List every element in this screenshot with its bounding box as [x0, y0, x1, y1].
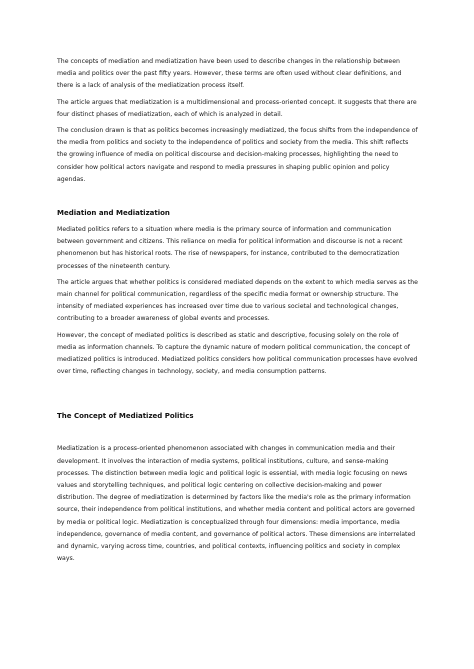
section1-paragraph-1: Mediated politics refers to a situation where media is the primary source of information and communication between government and citizens. This reliance on media for political information and discourse is not a recent phenomenon but has historical roots. The rise of newspapers, for instance, contributed to the democratization processes of the nineteenth century. [57, 226, 403, 270]
section-heading-mediation: Mediation and Mediatization [57, 209, 170, 218]
intro-paragraph-2: The article argues that mediatization is a multidimensional and process-oriented concept. It suggests that there are four distinct phases of mediatization, each of which is analyzed in detail. [57, 98, 417, 118]
intro-paragraph-3: The conclusion drawn is that as politics becomes increasingly mediatized, the focus shifts from the independence of the media from politics and society to the independence of politics and society from the media. This shift reflects the growing influence of media on political discourse and decision-making processes, highlighting the need to consider how political actors navigate and respond to media pressures in shaping public opinion and policy agendas. [57, 127, 418, 183]
section1-paragraph-3: However, the concept of mediated politics is described as static and descriptive, focusing solely on the role of media as information channels. To capture the dynamic nature of modern political communication, the concept of mediatized politics is introduced. Mediatized politics considers how political communication processes have evolved over time, reflecting changes in technology, society, and media consumption patterns. [57, 331, 418, 376]
intro-paragraph-1: The concepts of mediation and mediatization have been used to describe changes in the relationship between media and politics over the past fifty years. However, these terms are often used without clear definitions, and there is a lack of analysis of the mediatization process itself. [57, 58, 402, 90]
document-page [57, 56, 419, 566]
section1-paragraph-2: The article argues that whether politics is considered mediated depends on the extent to which media serves as the main channel for political communication, regardless of the specific media format or ownership structure. The intensity of mediated experiences has increased over time due to various societal and technological changes, contributing to a broader awareness of global events and processes. [57, 278, 418, 323]
section-heading-mediatized-politics: The Concept of Mediatized Politics [57, 412, 194, 421]
section2-paragraph-1: Mediatization is a process-oriented phenomenon associated with changes in communication media and their development. It involves the interaction of media systems, political institutions, culture, and sense-making processes. The distinction between media logic and political logic is essential, with media logic focusing on news values and storytelling techniques, and political logic centering on collective decision-making and power distribution. The degree of mediatization is determined by factors like the media's role as the primary information source, their independence from political institutions, and whether media content and political actors are governed by media or political logic. Mediatization is conceptualized through four dimensions: media importance, media independence, governance of media content, and governance of political actors. These dimensions are interrelated and dynamic, varying across time, countries, and political contexts, influencing politics and society in complex ways. [57, 445, 416, 563]
